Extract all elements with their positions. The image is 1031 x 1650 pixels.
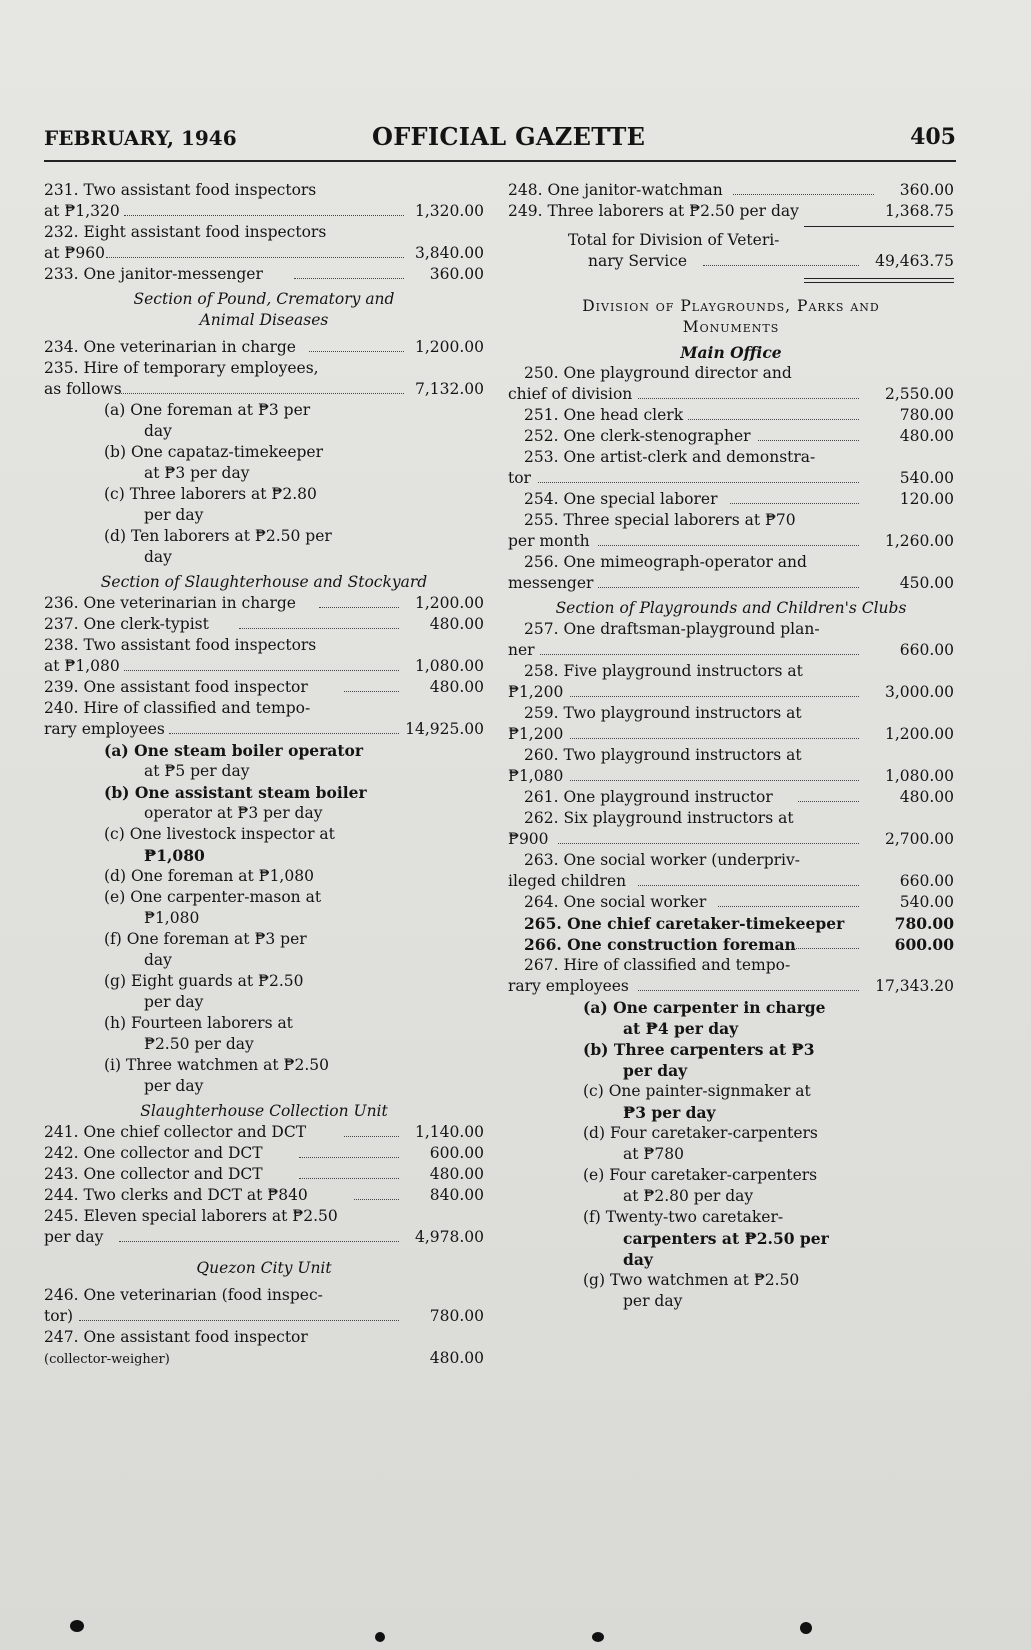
list-item [44, 1327, 484, 1348]
page-header [44, 122, 956, 154]
item-amount: 3,840.00 [414, 244, 484, 262]
binding-mark [70, 1620, 84, 1632]
list-item [508, 447, 954, 468]
binding-mark [375, 1632, 385, 1642]
item-text: 254. One special laborer [524, 490, 718, 508]
item-text: chief of division [508, 385, 633, 403]
total-amount: 49,463.75 [875, 252, 954, 270]
list-item [508, 405, 954, 426]
list-item [508, 955, 954, 976]
item-text: 260. Two playground instructors at [524, 746, 802, 764]
item-text: ₱900 [508, 830, 549, 848]
sub-item: per day [144, 1077, 204, 1095]
item-amount: 1,260.00 [884, 532, 954, 550]
item-text: tor [508, 469, 531, 487]
sub-item: (h) Fourteen laborers at [104, 1014, 293, 1032]
division-heading: Monuments [682, 318, 780, 336]
list-item [44, 1227, 484, 1248]
sub-item: per day [623, 1292, 683, 1310]
item-text: 262. Six playground instructors at [524, 809, 794, 827]
section-heading: Main Office [680, 343, 782, 362]
item-text: tor) [44, 1307, 74, 1325]
sub-item: (f) Twenty-two caretaker- [583, 1208, 784, 1226]
list-item [44, 1185, 484, 1206]
division-heading: Division of Playgrounds, Parks and [582, 297, 880, 315]
list-item [44, 201, 484, 222]
item-text: rary employees [508, 977, 629, 995]
sub-item: (a) One steam boiler operator [104, 741, 364, 760]
item-amount: 3,000.00 [884, 683, 954, 701]
item-text: 250. One playground director and [524, 364, 792, 382]
item-text: 242. One collector and DCT [44, 1144, 263, 1162]
list-item [508, 510, 954, 531]
sub-item: (g) Eight guards at ₱2.50 [104, 972, 304, 990]
double-rule [804, 282, 954, 283]
item-amount: 17,343.20 [875, 977, 954, 995]
sub-item: operator at ₱3 per day [144, 804, 323, 822]
item-amount: 780.00 [429, 1307, 484, 1325]
sub-item: day [144, 951, 172, 969]
sub-item: (a) One foreman at ₱3 per [104, 401, 311, 419]
item-amount: 480.00 [899, 427, 954, 445]
item-amount: 7,132.00 [414, 380, 484, 398]
item-text: (collector-weigher) [44, 1352, 170, 1367]
list-item [508, 489, 954, 510]
sub-item: day [144, 548, 172, 566]
item-amount: 780.00 [894, 914, 954, 933]
item-text: 247. One assistant food inspector [44, 1328, 308, 1346]
item-text: 252. One clerk-stenographer [524, 427, 751, 445]
item-text: 265. One chief caretaker-timekeeper [524, 914, 845, 933]
item-text: as follows [44, 380, 122, 398]
list-item [508, 573, 954, 594]
sub-item: carpenters at ₱2.50 per [623, 1229, 829, 1248]
list-item [508, 180, 954, 201]
item-amount: 1,080.00 [884, 767, 954, 785]
item-amount: 600.00 [894, 935, 954, 954]
item-text: 245. Eleven special laborers at ₱2.50 [44, 1207, 338, 1225]
item-amount: 2,700.00 [884, 830, 954, 848]
sub-item: per day [144, 506, 204, 524]
sub-item: (d) Ten laborers at ₱2.50 per [104, 527, 332, 545]
item-text: per day [44, 1228, 104, 1246]
item-amount: 540.00 [899, 469, 954, 487]
item-amount: 480.00 [429, 1349, 484, 1367]
item-amount: 840.00 [429, 1186, 484, 1204]
list-item [508, 871, 954, 892]
list-item [508, 745, 954, 766]
list-item [508, 808, 954, 829]
item-text: 246. One veterinarian (food inspec- [44, 1286, 323, 1304]
sub-item: per day [623, 1061, 688, 1080]
list-item [508, 426, 954, 447]
item-amount: 780.00 [899, 406, 954, 424]
item-text: 251. One head clerk [524, 406, 684, 424]
header-title: OFFICIAL GAZETTE [372, 122, 646, 151]
item-text: 231. Two assistant food inspectors [44, 181, 317, 199]
binding-mark [592, 1632, 604, 1642]
list-item [508, 829, 954, 850]
list-item [508, 913, 954, 934]
sub-item: (a) One carpenter in charge [583, 998, 826, 1017]
total-rule [804, 226, 954, 227]
sub-item: per day [144, 993, 204, 1011]
list-item [44, 180, 484, 201]
item-text: 232. Eight assistant food inspectors [44, 223, 327, 241]
list-item [508, 468, 954, 489]
item-text: at ₱1,320 [44, 202, 120, 220]
item-text: 267. Hire of classified and tempo- [524, 956, 791, 974]
sub-item: ₱2.50 per day [144, 1035, 254, 1053]
list-item [508, 661, 954, 682]
list-item [508, 552, 954, 573]
list-item [508, 787, 954, 808]
sub-item: day [623, 1250, 653, 1269]
item-text: 244. Two clerks and DCT at ₱840 [44, 1186, 308, 1204]
sub-item: at ₱4 per day [623, 1019, 739, 1038]
list-item [508, 201, 954, 222]
item-amount: 4,978.00 [414, 1228, 484, 1246]
list-item [508, 682, 954, 703]
list-item [508, 531, 954, 552]
list-item [508, 976, 954, 997]
total-line [508, 230, 954, 251]
list-item [508, 703, 954, 724]
item-text: 258. Five playground instructors at [524, 662, 803, 680]
list-item [44, 222, 484, 243]
item-text: messenger [508, 574, 594, 592]
item-text: 256. One mimeograph-operator and [524, 553, 807, 571]
item-text: 264. One social worker [524, 893, 707, 911]
item-text: ₱1,200 [508, 683, 564, 701]
list-item [44, 593, 484, 614]
list-item [44, 635, 484, 656]
page-number: 405 [910, 124, 956, 150]
item-text: ₱1,200 [508, 725, 564, 743]
item-text: 248. One janitor-watchman [508, 181, 723, 199]
list-item [44, 379, 484, 400]
item-amount: 360.00 [429, 265, 484, 283]
item-text: 257. One draftsman-playground plan- [524, 620, 820, 638]
item-text: 249. Three laborers at ₱2.50 per day [508, 202, 799, 220]
total-text: Total for Division of Veteri- [568, 231, 780, 249]
item-text: 261. One playground instructor [524, 788, 773, 806]
item-amount: 450.00 [899, 574, 954, 592]
list-item [508, 934, 954, 955]
sub-item: at ₱2.80 per day [623, 1187, 754, 1205]
sub-item: ₱1,080 [144, 846, 205, 865]
item-amount: 660.00 [899, 872, 954, 890]
item-amount: 600.00 [429, 1144, 484, 1162]
list-item [44, 1285, 484, 1306]
list-item [44, 656, 484, 677]
sub-item: (i) Three watchmen at ₱2.50 [104, 1056, 330, 1074]
double-rule [804, 278, 954, 279]
right-column [508, 180, 954, 1312]
sub-item: (d) One foreman at ₱1,080 [104, 867, 314, 885]
item-text: at ₱1,080 [44, 657, 120, 675]
list-item [44, 358, 484, 379]
item-text: 255. Three special laborers at ₱70 [524, 511, 796, 529]
item-text: 243. One collector and DCT [44, 1165, 263, 1183]
section-heading: Section of Slaughterhouse and Stockyard [100, 573, 428, 591]
item-amount: 2,550.00 [884, 385, 954, 403]
list-item [44, 614, 484, 635]
list-item [44, 1122, 484, 1143]
item-text: 233. One janitor-messenger [44, 265, 263, 283]
list-item [44, 719, 484, 740]
list-item [44, 1306, 484, 1327]
list-item [44, 1143, 484, 1164]
item-amount: 480.00 [429, 615, 484, 633]
total-line [508, 251, 954, 272]
sub-item: (e) One carpenter-mason at [104, 888, 322, 906]
list-item [508, 640, 954, 661]
list-item [508, 850, 954, 871]
item-text: ileged children [508, 872, 627, 890]
sub-item: (g) Two watchmen at ₱2.50 [583, 1271, 800, 1289]
sub-item: (d) Four caretaker-carpenters [583, 1124, 818, 1142]
item-text: 239. One assistant food inspector [44, 678, 308, 696]
list-item [508, 724, 954, 745]
list-item [44, 698, 484, 719]
sub-item: at ₱780 [623, 1145, 684, 1163]
sub-item: (b) Three carpenters at ₱3 [583, 1040, 815, 1059]
item-amount: 480.00 [899, 788, 954, 806]
item-amount: 480.00 [429, 1165, 484, 1183]
item-text: ₱1,080 [508, 767, 564, 785]
item-text: 263. One social worker (underpriv- [524, 851, 800, 869]
sub-item: (e) Four caretaker-carpenters [583, 1166, 818, 1184]
header-rule [44, 160, 956, 162]
item-text: rary employees [44, 720, 165, 738]
section-heading: Section of Playgrounds and Children's Clubs [555, 599, 907, 617]
item-amount: 660.00 [899, 641, 954, 659]
item-text: 266. One construction foreman [524, 935, 796, 954]
binding-mark [800, 1622, 812, 1634]
item-text: 236. One veterinarian in charge [44, 594, 296, 612]
item-text: 253. One artist-clerk and demonstra- [524, 448, 816, 466]
item-text: at ₱960 [44, 244, 105, 262]
item-text: 234. One veterinarian in charge [44, 338, 296, 356]
item-text: 259. Two playground instructors at [524, 704, 802, 722]
sub-item: (c) Three laborers at ₱2.80 [104, 485, 317, 503]
item-text: 235. Hire of temporary employees, [44, 359, 319, 377]
section-heading: Animal Diseases [199, 311, 329, 329]
section-heading: Quezon City Unit [196, 1259, 332, 1277]
item-amount: 1,200.00 [414, 594, 484, 612]
list-item [508, 384, 954, 405]
item-amount: 1,368.75 [884, 202, 954, 220]
item-amount: 14,925.00 [405, 720, 484, 738]
sub-item: day [144, 422, 172, 440]
section-heading: Section of Pound, Crematory and [133, 290, 395, 308]
item-amount: 1,320.00 [414, 202, 484, 220]
sub-item: (b) One capataz-timekeeper [104, 443, 323, 461]
item-text: per month [508, 532, 590, 550]
sub-item: (b) One assistant steam boiler [104, 783, 367, 802]
item-amount: 1,200.00 [414, 338, 484, 356]
header-date: FEBRUARY, 1946 [44, 126, 237, 150]
item-text: 238. Two assistant food inspectors [44, 636, 317, 654]
total-text: nary Service [588, 252, 688, 270]
item-amount: 360.00 [899, 181, 954, 199]
item-text: 240. Hire of classified and tempo- [44, 699, 311, 717]
item-amount: 1,200.00 [884, 725, 954, 743]
list-item [508, 619, 954, 640]
item-text: ner [508, 641, 535, 659]
sub-item: at ₱3 per day [144, 464, 250, 482]
list-item [44, 243, 484, 264]
sub-item: ₱3 per day [623, 1103, 716, 1122]
sub-item: at ₱5 per day [144, 762, 250, 780]
item-text: 241. One chief collector and DCT [44, 1123, 307, 1141]
list-item [44, 1206, 484, 1227]
list-item [44, 264, 484, 285]
sub-item: ₱1,080 [144, 909, 200, 927]
list-item [44, 1348, 484, 1369]
left-column [44, 180, 484, 1369]
item-amount: 540.00 [899, 893, 954, 911]
item-text: 237. One clerk-typist [44, 615, 209, 633]
sub-item: (c) One livestock inspector at [104, 825, 335, 843]
list-item [44, 677, 484, 698]
list-item [44, 1164, 484, 1185]
item-amount: 480.00 [429, 678, 484, 696]
sub-item: (c) One painter-signmaker at [583, 1082, 811, 1100]
list-item [508, 766, 954, 787]
list-item [44, 337, 484, 358]
item-amount: 120.00 [899, 490, 954, 508]
item-amount: 1,080.00 [414, 657, 484, 675]
list-item [508, 363, 954, 384]
sub-item: (f) One foreman at ₱3 per [104, 930, 307, 948]
list-item [508, 892, 954, 913]
section-heading: Slaughterhouse Collection Unit [140, 1102, 388, 1120]
item-amount: 1,140.00 [414, 1123, 484, 1141]
